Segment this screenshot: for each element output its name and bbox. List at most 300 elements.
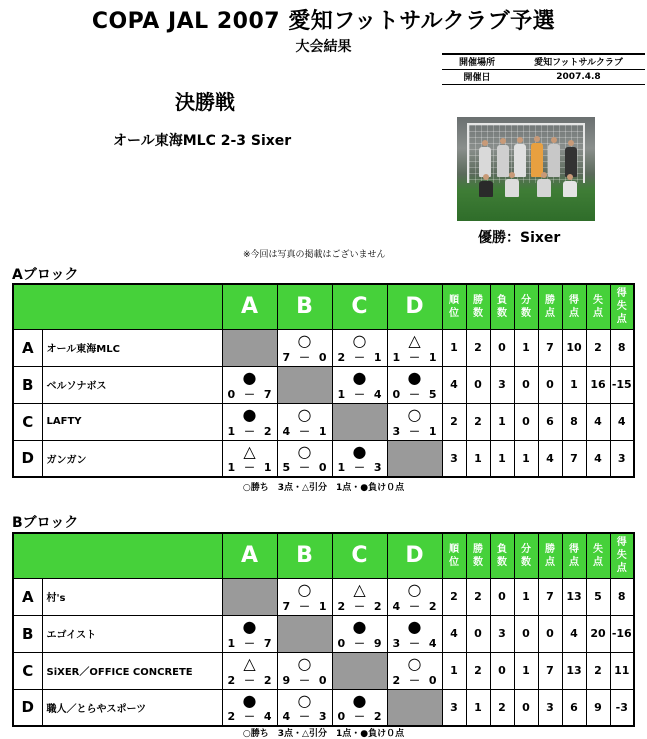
stat-value: 0 <box>514 366 538 403</box>
player-head <box>482 140 488 146</box>
stat-header-text: 勝点 <box>545 543 555 568</box>
match-score <box>223 388 277 401</box>
stat-header-text: 得失点 <box>616 537 627 575</box>
stat-header-text: 勝点 <box>545 294 555 319</box>
stat-value: 20 <box>586 615 610 652</box>
player-head <box>541 172 547 178</box>
score-dash: － <box>299 673 310 687</box>
column-header: D <box>387 533 442 578</box>
match-cell <box>222 689 277 726</box>
block-b-table <box>12 532 635 727</box>
team-name: SiXER／OFFICE CONCRETE <box>42 652 222 689</box>
stat-value: 10 <box>562 329 586 366</box>
score-dash: － <box>354 461 365 474</box>
stat-header-text: 勝数 <box>473 543 483 568</box>
self-match-cell <box>222 578 277 615</box>
score-dash: － <box>409 599 420 613</box>
score-left: 0 <box>337 636 346 650</box>
result-symbol: △ <box>243 653 256 673</box>
result-symbol: ● <box>352 690 367 710</box>
stat-header-text: 得失点 <box>616 288 627 326</box>
score-dash: － <box>354 599 365 613</box>
stat-value: 3 <box>610 440 634 477</box>
match-cell <box>277 652 332 689</box>
score-dash: － <box>354 636 365 650</box>
match-cell <box>277 403 332 440</box>
score-right: 0 <box>318 673 327 687</box>
result-symbol: ○ <box>297 653 312 673</box>
team-name: オール東海MLC <box>42 329 222 366</box>
venue-label: 開催場所 <box>442 54 512 69</box>
stat-value: -16 <box>610 615 634 652</box>
score-left: 2 <box>227 673 236 687</box>
score-right: 1 <box>263 461 272 474</box>
team-row <box>13 578 634 615</box>
score-right: 1 <box>318 424 327 438</box>
score-left: 7 <box>282 599 291 613</box>
score-dash: － <box>244 673 255 687</box>
stat-value: 7 <box>538 578 562 615</box>
page-subtitle: 大会結果 <box>295 39 352 55</box>
player-figure <box>548 144 560 177</box>
player-head <box>517 137 523 143</box>
player-head <box>483 174 489 180</box>
score-dash: － <box>409 673 420 687</box>
match-cell <box>332 440 387 477</box>
player-head <box>534 136 540 142</box>
stat-header-text: 得点 <box>569 294 579 319</box>
score-dash: － <box>299 461 310 474</box>
match-score <box>278 351 332 364</box>
score-dash: － <box>354 350 365 364</box>
match-score <box>333 710 387 723</box>
score-dash: － <box>409 350 420 364</box>
stat-header <box>490 533 514 578</box>
self-match-cell <box>332 652 387 689</box>
match-cell <box>222 440 277 477</box>
stat-value: 0 <box>490 578 514 615</box>
stat-value: 1 <box>490 403 514 440</box>
stat-header <box>490 284 514 329</box>
stat-value: 0 <box>490 652 514 689</box>
stat-value: 2 <box>586 329 610 366</box>
self-match-cell <box>387 440 442 477</box>
stat-value: 5 <box>586 578 610 615</box>
row-label: B <box>13 615 42 652</box>
stat-value: 1 <box>514 578 538 615</box>
score-dash: － <box>409 387 420 401</box>
player-figure <box>497 145 509 177</box>
stat-value: 1 <box>562 366 586 403</box>
stat-value: 4 <box>442 366 466 403</box>
player-head <box>509 172 515 178</box>
score-left: 3 <box>392 636 401 650</box>
score-dash: － <box>244 424 255 438</box>
stat-value: 4 <box>538 440 562 477</box>
venue-info-table <box>442 53 645 85</box>
stat-value: 8 <box>610 578 634 615</box>
result-symbol: ● <box>352 441 367 461</box>
score-left: 1 <box>392 350 401 364</box>
table-corner <box>13 533 222 578</box>
stat-header <box>562 284 586 329</box>
stat-value: 2 <box>442 403 466 440</box>
match-score <box>388 637 442 650</box>
player-figure <box>505 179 519 197</box>
stat-value: 7 <box>538 652 562 689</box>
column-header: C <box>332 284 387 329</box>
column-header: A <box>222 533 277 578</box>
team-row <box>13 615 634 652</box>
block-a-table <box>12 283 635 478</box>
stat-header-text: 得点 <box>569 543 579 568</box>
stat-value: 3 <box>442 440 466 477</box>
match-score <box>388 351 442 364</box>
score-left: 0 <box>337 710 346 723</box>
team-name: 職人／とらやスポーツ <box>42 689 222 726</box>
row-label: D <box>13 689 42 726</box>
match-cell <box>387 329 442 366</box>
score-right: 4 <box>428 636 437 650</box>
column-header: C <box>332 533 387 578</box>
player-head <box>567 174 573 180</box>
stat-value: 9 <box>586 689 610 726</box>
stat-value: 2 <box>442 578 466 615</box>
score-left: 4 <box>282 710 291 723</box>
match-cell <box>277 440 332 477</box>
stat-header-text: 順位 <box>449 543 459 568</box>
match-cell <box>332 329 387 366</box>
stat-header-text: 負数 <box>497 294 507 319</box>
stat-value: 13 <box>562 578 586 615</box>
stat-value: 0 <box>538 366 562 403</box>
stat-value: 8 <box>562 403 586 440</box>
result-symbol: ○ <box>297 330 312 350</box>
table-corner <box>13 284 222 329</box>
stat-value: 0 <box>514 615 538 652</box>
result-symbol: ● <box>242 690 257 710</box>
stat-value: 0 <box>490 329 514 366</box>
score-right: 4 <box>263 710 272 723</box>
stat-header <box>514 284 538 329</box>
score-dash: － <box>299 710 310 723</box>
stat-value: 3 <box>490 615 514 652</box>
score-right: 1 <box>428 424 437 438</box>
team-row <box>13 440 634 477</box>
stat-header <box>610 533 634 578</box>
team-name: LAFTY <box>42 403 222 440</box>
score-left: 2 <box>337 350 346 364</box>
team-name: ベルソナボス <box>42 366 222 403</box>
stat-header-text: 分数 <box>521 543 531 568</box>
stat-value: 2 <box>466 652 490 689</box>
match-score <box>278 710 332 723</box>
score-right: 5 <box>428 387 437 401</box>
match-cell <box>387 615 442 652</box>
stat-value: 3 <box>442 689 466 726</box>
score-right: 1 <box>318 599 327 613</box>
result-symbol: △ <box>353 579 366 599</box>
stat-value: -3 <box>610 689 634 726</box>
stat-value: 0 <box>466 366 490 403</box>
match-cell <box>332 615 387 652</box>
stat-value: 4 <box>562 615 586 652</box>
player-head <box>568 140 574 146</box>
score-right: 0 <box>428 673 437 687</box>
player-head <box>500 138 506 144</box>
match-cell <box>222 652 277 689</box>
stat-header <box>442 284 466 329</box>
stat-value: 0 <box>538 615 562 652</box>
stat-value: 6 <box>538 403 562 440</box>
match-cell <box>387 652 442 689</box>
score-right: 0 <box>318 461 327 474</box>
match-score <box>333 351 387 364</box>
match-score <box>333 600 387 613</box>
match-cell <box>332 366 387 403</box>
score-left: 1 <box>227 636 236 650</box>
player-figure <box>479 147 491 177</box>
stat-value: -15 <box>610 366 634 403</box>
match-score <box>223 425 277 438</box>
match-score <box>223 710 277 723</box>
score-right: 9 <box>373 636 382 650</box>
match-cell <box>277 578 332 615</box>
score-right: 1 <box>373 350 382 364</box>
score-dash: － <box>299 350 310 364</box>
stat-value: 1 <box>514 652 538 689</box>
result-symbol: ● <box>407 367 422 387</box>
stat-header-text: 順位 <box>449 294 459 319</box>
result-symbol: ● <box>352 367 367 387</box>
stat-value: 1 <box>514 440 538 477</box>
stat-value: 2 <box>466 403 490 440</box>
winner-caption: 優勝：Sixer <box>478 230 561 246</box>
player-figure <box>563 181 577 197</box>
stat-value: 11 <box>610 652 634 689</box>
result-symbol: ○ <box>297 690 312 710</box>
result-symbol: ● <box>242 404 257 424</box>
stat-header <box>586 284 610 329</box>
row-label: B <box>13 366 42 403</box>
match-score <box>278 600 332 613</box>
stat-value: 3 <box>538 689 562 726</box>
stat-value: 6 <box>562 689 586 726</box>
match-score <box>388 388 442 401</box>
score-dash: － <box>244 461 255 474</box>
score-right: 3 <box>373 461 382 474</box>
stat-header <box>538 284 562 329</box>
stat-value: 4 <box>442 615 466 652</box>
result-symbol: ○ <box>407 653 422 673</box>
row-label: C <box>13 403 42 440</box>
score-dash: － <box>299 599 310 613</box>
score-dash: － <box>299 424 310 438</box>
score-right: 2 <box>263 673 272 687</box>
column-header: D <box>387 284 442 329</box>
stat-value: 1 <box>514 329 538 366</box>
match-cell <box>222 366 277 403</box>
stat-header <box>442 533 466 578</box>
result-symbol: ● <box>242 616 257 636</box>
match-cell <box>332 578 387 615</box>
result-symbol: ○ <box>297 404 312 424</box>
match-score <box>333 461 387 474</box>
score-right: 7 <box>263 387 272 401</box>
player-figure <box>537 179 551 197</box>
stat-value: 1 <box>466 440 490 477</box>
self-match-cell <box>332 403 387 440</box>
match-cell <box>387 366 442 403</box>
score-right: 2 <box>373 599 382 613</box>
stat-header <box>466 284 490 329</box>
row-label: C <box>13 652 42 689</box>
result-symbol: ○ <box>407 579 422 599</box>
score-left: 1 <box>227 461 236 474</box>
stat-value: 8 <box>610 329 634 366</box>
team-name: ガンガン <box>42 440 222 477</box>
player-figure <box>514 144 526 177</box>
match-score <box>388 674 442 687</box>
venue-value: 愛知フットサルクラブ <box>512 54 645 69</box>
match-score <box>278 425 332 438</box>
row-label: A <box>13 578 42 615</box>
score-left: 1 <box>337 387 346 401</box>
column-header: B <box>277 284 332 329</box>
stat-value: 1 <box>466 689 490 726</box>
match-cell <box>387 578 442 615</box>
result-symbol: ○ <box>352 330 367 350</box>
column-header: A <box>222 284 277 329</box>
stat-header <box>610 284 634 329</box>
stat-value: 4 <box>586 440 610 477</box>
score-dash: － <box>244 387 255 401</box>
date-value: 2007.4.8 <box>512 69 645 84</box>
stat-value: 3 <box>490 366 514 403</box>
result-symbol: ● <box>352 616 367 636</box>
page-title: COPA JAL 2007 愛知フットサルクラブ予選 <box>91 9 556 34</box>
score-left: 4 <box>392 599 401 613</box>
self-match-cell <box>222 329 277 366</box>
score-left: 3 <box>392 424 401 438</box>
match-score <box>278 674 332 687</box>
player-figure <box>479 181 493 197</box>
stat-value: 1 <box>442 329 466 366</box>
score-dash: － <box>354 387 365 401</box>
score-left: 9 <box>282 673 291 687</box>
column-header: B <box>277 533 332 578</box>
match-cell <box>332 689 387 726</box>
score-left: 2 <box>392 673 401 687</box>
stat-header-text: 失点 <box>593 294 603 319</box>
match-cell <box>277 329 332 366</box>
stat-value: 1 <box>442 652 466 689</box>
stat-header <box>514 533 538 578</box>
match-cell <box>222 615 277 652</box>
match-score <box>388 600 442 613</box>
score-dash: － <box>409 424 420 438</box>
self-match-cell <box>387 689 442 726</box>
team-name: エゴイスト <box>42 615 222 652</box>
row-label: A <box>13 329 42 366</box>
score-left: 2 <box>337 599 346 613</box>
score-right: 7 <box>263 636 272 650</box>
stat-header <box>586 533 610 578</box>
stat-header-text: 失点 <box>593 543 603 568</box>
score-right: 1 <box>428 350 437 364</box>
player-figure <box>565 147 577 177</box>
match-score <box>333 388 387 401</box>
match-cell <box>387 403 442 440</box>
stat-header <box>466 533 490 578</box>
match-score <box>223 461 277 474</box>
match-cell <box>222 403 277 440</box>
score-right: 0 <box>318 350 327 364</box>
block-a-title: Aブロック <box>12 267 79 283</box>
block-b-title: Bブロック <box>12 515 79 531</box>
self-match-cell <box>277 615 332 652</box>
stat-value: 7 <box>538 329 562 366</box>
stat-header <box>562 533 586 578</box>
score-left: 0 <box>392 387 401 401</box>
match-score <box>223 637 277 650</box>
team-name: 村's <box>42 578 222 615</box>
team-row <box>13 329 634 366</box>
photo-note: ※今回は写真の掲載はございません <box>243 250 386 260</box>
team-row <box>13 366 634 403</box>
stat-value: 0 <box>514 689 538 726</box>
final-match-result: オール東海MLC 2-3 Sixer <box>113 133 292 149</box>
result-symbol: ○ <box>297 579 312 599</box>
stat-value: 2 <box>466 329 490 366</box>
player-head <box>551 137 557 143</box>
score-left: 1 <box>227 424 236 438</box>
stat-value: 7 <box>562 440 586 477</box>
row-label: D <box>13 440 42 477</box>
score-left: 1 <box>337 461 346 474</box>
score-left: 4 <box>282 424 291 438</box>
score-left: 0 <box>227 387 236 401</box>
team-row <box>13 403 634 440</box>
stat-value: 1 <box>490 440 514 477</box>
score-right: 2 <box>428 599 437 613</box>
result-symbol: ● <box>407 616 422 636</box>
stat-header-text: 分数 <box>521 294 531 319</box>
match-score <box>333 637 387 650</box>
date-label: 開催日 <box>442 69 512 84</box>
stat-header-text: 負数 <box>497 543 507 568</box>
match-score <box>278 461 332 474</box>
result-symbol: △ <box>408 330 421 350</box>
final-heading: 決勝戦 <box>175 90 235 114</box>
match-score <box>388 425 442 438</box>
match-score <box>223 674 277 687</box>
team-row <box>13 689 634 726</box>
stat-value: 4 <box>586 403 610 440</box>
match-cell <box>277 689 332 726</box>
score-right: 3 <box>318 710 327 723</box>
stat-value: 0 <box>514 403 538 440</box>
result-symbol: △ <box>243 441 256 461</box>
score-dash: － <box>244 710 255 723</box>
stat-value: 2 <box>490 689 514 726</box>
stat-value: 0 <box>466 615 490 652</box>
stat-header-text: 勝数 <box>473 294 483 319</box>
block-a-legend: ○勝ち 3点・△引分 1点・●負け０点 <box>242 483 405 493</box>
result-symbol: ● <box>242 367 257 387</box>
stat-value: 2 <box>466 578 490 615</box>
score-dash: － <box>354 710 365 723</box>
